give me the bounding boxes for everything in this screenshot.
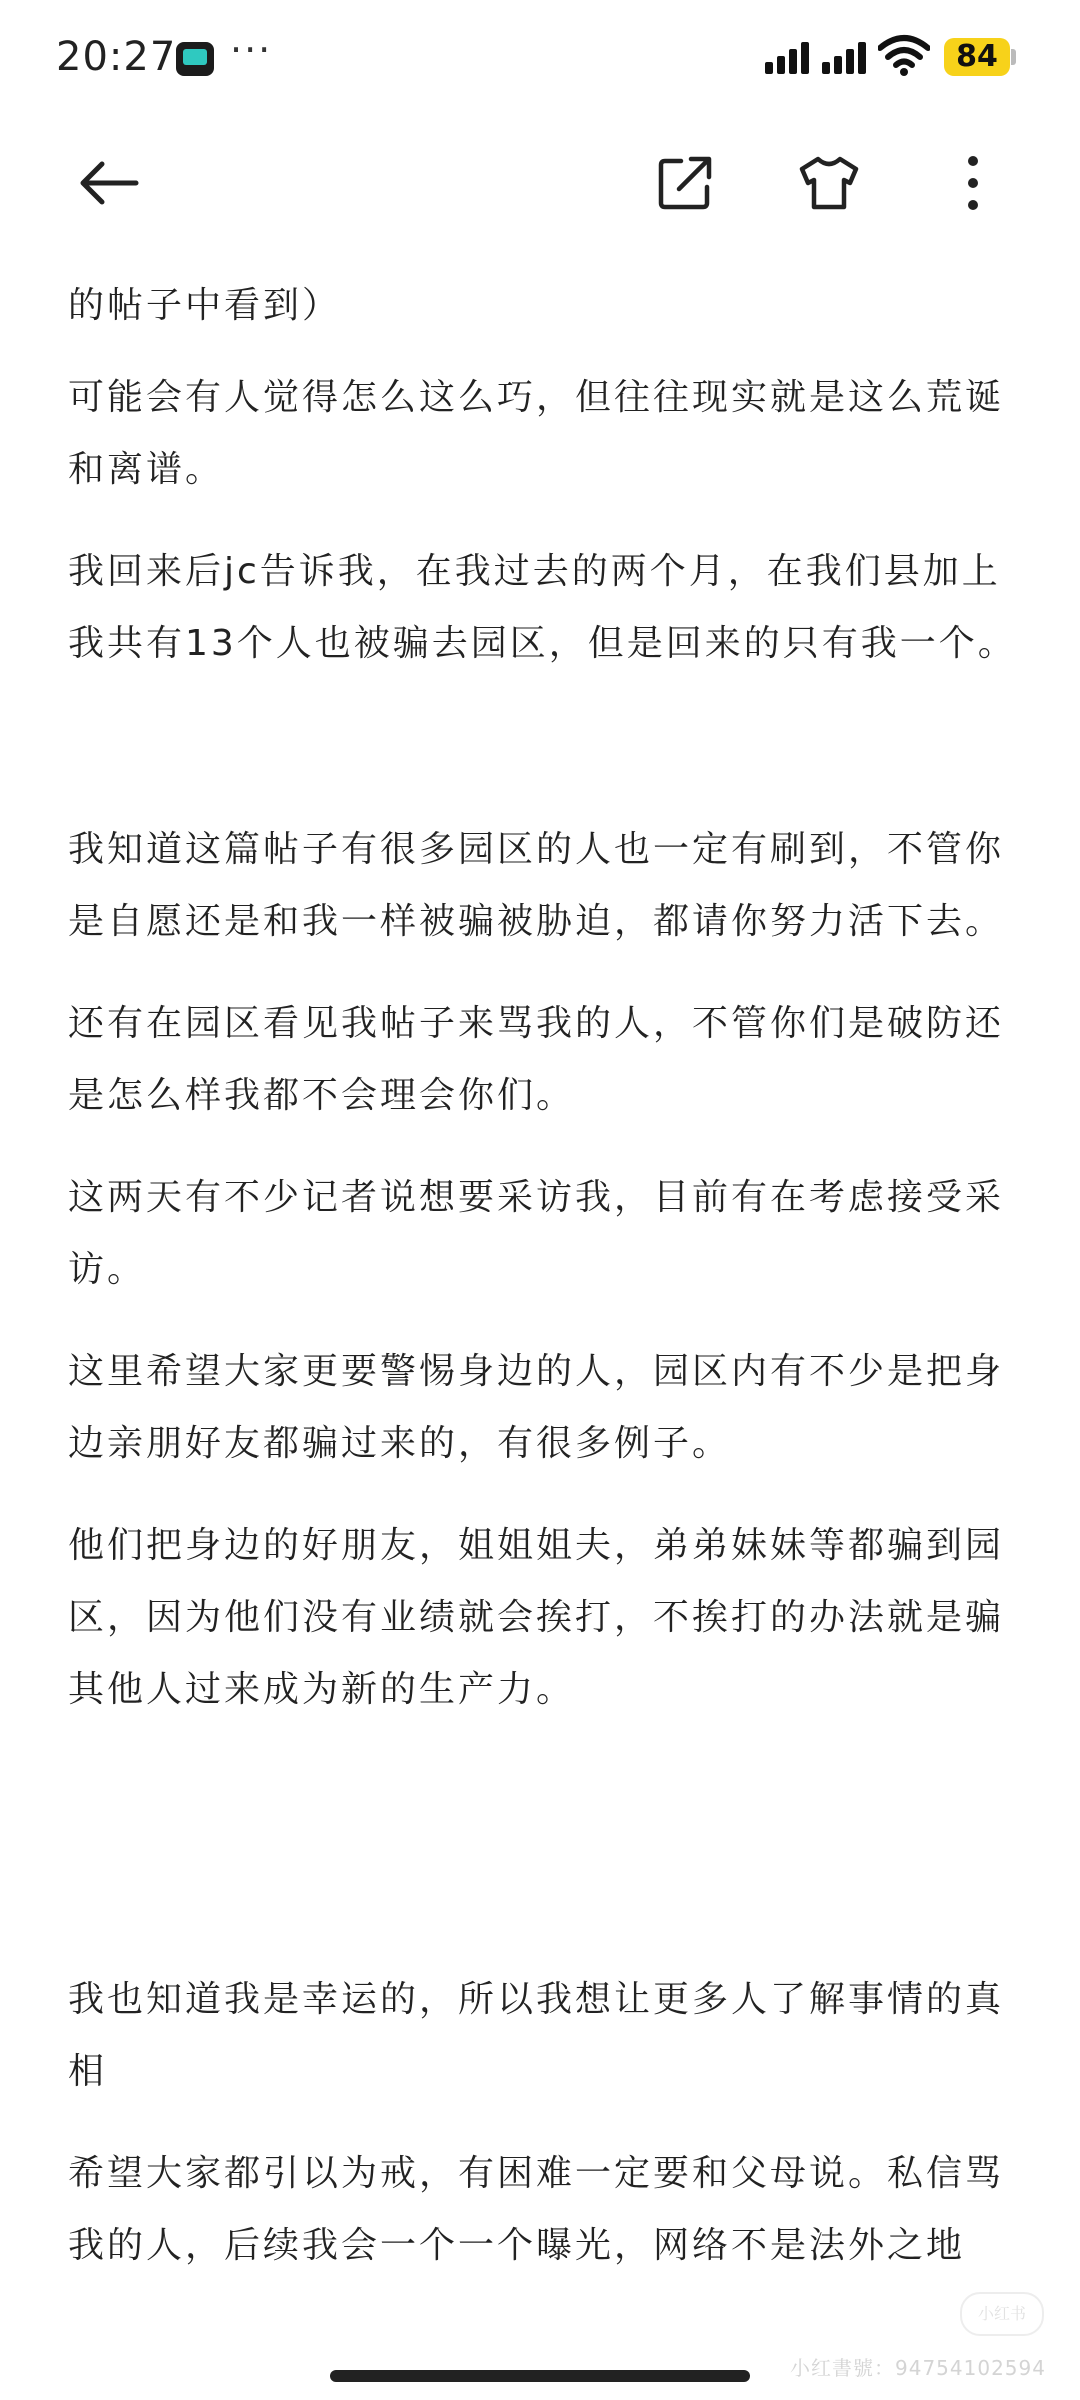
article-paragraph: 他们把身边的好朋友，姐姐姐夫，弟弟妹妹等都骗到园区，因为他们没有业绩就会挨打，不挨打的办法就是骗其他人过来成为新的生产力。 <box>68 1525 1005 1710</box>
article-paragraph: 我也知道我是幸运的，所以我想让更多人了解事情的真相 <box>68 1979 1005 2092</box>
article-paragraph: 的帖子中看到） <box>68 285 342 326</box>
more-options-button[interactable] <box>940 150 1006 216</box>
app-notification-icon <box>176 42 214 76</box>
status-time: 20:27 <box>56 34 177 80</box>
share-icon <box>655 153 715 213</box>
outfit-button[interactable] <box>796 150 862 216</box>
article-paragraph: 我知道这篇帖子有很多园区的人也一定有刷到，不管你是自愿还是和我一样被骗被胁迫，都请你努力活下去。 <box>68 829 1005 942</box>
home-indicator[interactable] <box>330 2370 750 2382</box>
battery-cap <box>1011 49 1016 65</box>
article-paragraph: 还有在园区看见我帖子来骂我的人，不管你们是破防还是怎么样我都不会理会你们。 <box>68 1003 1005 1116</box>
article-body <box>68 270 1018 2282</box>
back-button[interactable] <box>76 150 142 216</box>
cellular-signal-icon <box>765 40 813 74</box>
share-button[interactable] <box>652 150 718 216</box>
battery-level: 84 <box>944 38 1010 76</box>
top-nav-bar <box>0 120 1080 242</box>
watermark-id: 小红書號：94754102594 <box>790 2356 1046 2380</box>
watermark-logo: 小红书 <box>960 2292 1044 2336</box>
article-paragraph: 这里希望大家更要警惕身边的人，园区内有不少是把身边亲朋好友都骗过来的，有很多例子。 <box>68 1351 1005 1464</box>
article-paragraph: 这两天有不少记者说想要采访我，目前有在考虑接受采访。 <box>68 1177 1005 1290</box>
status-bar <box>0 0 1080 120</box>
article-paragraph: 希望大家都引以为戒，有困难一定要和父母说。私信骂我的人，后续我会一个一个曝光，网络不是法外之地 <box>68 2153 1005 2266</box>
cellular-signal-icon-2 <box>822 40 870 74</box>
more-notifications-icon: ··· <box>230 28 273 72</box>
back-arrow-icon <box>76 150 142 216</box>
more-vertical-icon <box>963 153 983 213</box>
article-paragraph: 可能会有人觉得怎么这么巧，但往往现实就是这么荒诞和离谱。 <box>68 377 1005 490</box>
shirt-icon <box>798 153 860 213</box>
article-paragraph: 我回来后jc告诉我，在我过去的两个月，在我们县加上我共有13个人也被骗去园区，但是回来的只有我一个。 <box>68 551 1017 664</box>
wifi-icon <box>878 34 930 76</box>
